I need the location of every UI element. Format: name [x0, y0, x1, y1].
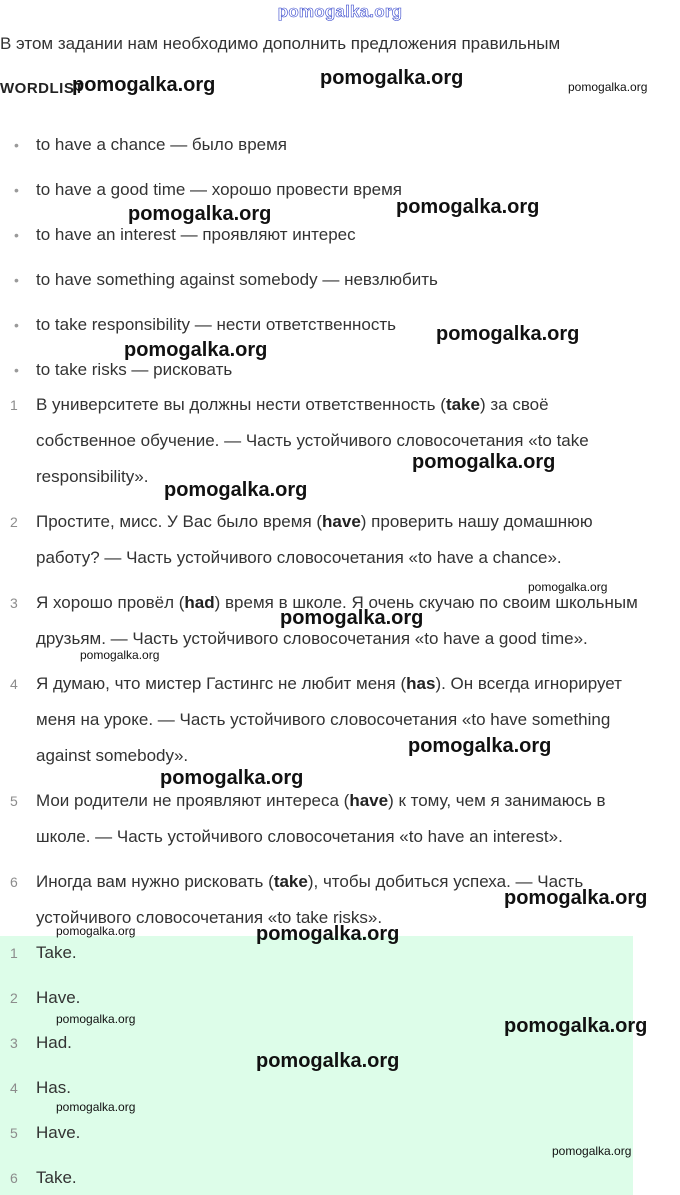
watermark: pomogalka.org	[124, 339, 268, 361]
answer-number: 6	[10, 1170, 18, 1186]
site-header-logo[interactable]: pomogalka.org	[277, 2, 403, 21]
intro-text: В этом задании нам необходимо дополнить предложения правильным	[0, 34, 561, 53]
watermark: pomogalka.org	[128, 203, 272, 225]
answer-number: 2	[10, 990, 18, 1006]
exercise-line: against somebody».	[36, 746, 189, 765]
watermark: pomogalka.org	[256, 923, 400, 945]
wordlist-item: • to have a good time — хорошо провести время	[14, 180, 403, 199]
watermark: pomogalka.org	[568, 80, 648, 94]
exercise-line: Простите, мисс. У Вас было время (have) проверить нашу домашнюю	[36, 512, 593, 531]
watermark: pomogalka.org	[396, 196, 540, 218]
exercise-line: работу? — Часть устойчивого словосочетания «to have a chance».	[36, 548, 562, 567]
exercise-line: собственное обучение. — Часть устойчивого словосочетания «to take	[36, 431, 589, 450]
wordlist-title: WORDLIST	[0, 80, 84, 97]
answer-text: Take.	[36, 943, 77, 962]
watermark: pomogalka.org	[56, 1012, 136, 1026]
wordlist-item: • to take responsibility — нести ответственность	[14, 315, 396, 334]
exercise-number: 4	[10, 676, 18, 692]
watermark: pomogalka.org	[408, 735, 552, 757]
exercise-line: Мои родители не проявляют интереса (have) к тому, чем я занимаюсь в	[36, 791, 606, 810]
exercise-line: В университете вы должны нести ответственность (take) за своё	[36, 395, 549, 414]
bullet-icon: •	[14, 272, 19, 288]
exercise-line: меня на уроке. — Часть устойчивого словосочетания «to have something	[36, 710, 611, 729]
watermark: pomogalka.org	[552, 1144, 632, 1158]
exercise-line: друзьям. — Часть устойчивого словосочетания «to have a good time».	[36, 629, 588, 648]
watermark: pomogalka.org	[56, 1100, 136, 1114]
exercise-line: Я думаю, что мистер Гастингс не любит меня (has). Он всегда игнорирует	[36, 674, 622, 693]
wordlist-item: • to have something against somebody — невзлюбить	[14, 270, 438, 289]
watermark: pomogalka.org	[72, 74, 216, 96]
answer-text: Take.	[36, 1168, 77, 1187]
exercise-number: 1	[10, 397, 18, 413]
wordlist-item: • to have a chance — было время	[14, 135, 288, 154]
wordlist-item: • to take risks — рисковать	[14, 360, 233, 379]
bullet-icon: •	[14, 227, 19, 243]
answer-text: Have.	[36, 1123, 81, 1142]
bullet-icon: •	[14, 182, 19, 198]
watermark: pomogalka.org	[280, 607, 424, 629]
watermark: pomogalka.org	[412, 451, 556, 473]
exercise-number: 2	[10, 514, 18, 530]
answer-number: 4	[10, 1080, 18, 1096]
watermark: pomogalka.org	[160, 767, 304, 789]
watermark: pomogalka.org	[504, 887, 648, 909]
watermark: pomogalka.org	[164, 479, 308, 501]
watermark: pomogalka.org	[436, 323, 580, 345]
answer-text: Had.	[36, 1033, 72, 1052]
exercise-number: 6	[10, 874, 18, 890]
watermark: pomogalka.org	[80, 648, 160, 662]
exercise-number: 5	[10, 793, 18, 809]
answer-number: 1	[10, 945, 18, 961]
exercise-number: 3	[10, 595, 18, 611]
exercise-line: устойчивого словосочетания «to take risks».	[36, 908, 383, 927]
answer-text: Have.	[36, 988, 81, 1007]
answer-number: 5	[10, 1125, 18, 1141]
bullet-icon: •	[14, 317, 19, 333]
answer-number: 3	[10, 1035, 18, 1051]
watermark: pomogalka.org	[320, 67, 464, 89]
exercise-line: Иногда вам нужно рисковать (take), чтобы добиться успеха. — Часть	[36, 872, 584, 891]
watermark: pomogalka.org	[528, 580, 608, 594]
exercise-line: Я хорошо провёл (had) время в школе. Я очень скучаю по своим школьным	[36, 593, 638, 612]
watermark: pomogalka.org	[56, 924, 136, 938]
exercise-line: школе. — Часть устойчивого словосочетания «to have an interest».	[36, 827, 563, 846]
wordlist-item: • to have an interest — проявляют интерес	[14, 225, 356, 244]
bullet-icon: •	[14, 362, 19, 378]
answer-text: Has.	[36, 1078, 71, 1097]
bullet-icon: •	[14, 137, 19, 153]
watermark: pomogalka.org	[256, 1050, 400, 1072]
watermark: pomogalka.org	[504, 1015, 648, 1037]
exercise-line: responsibility».	[36, 467, 149, 486]
